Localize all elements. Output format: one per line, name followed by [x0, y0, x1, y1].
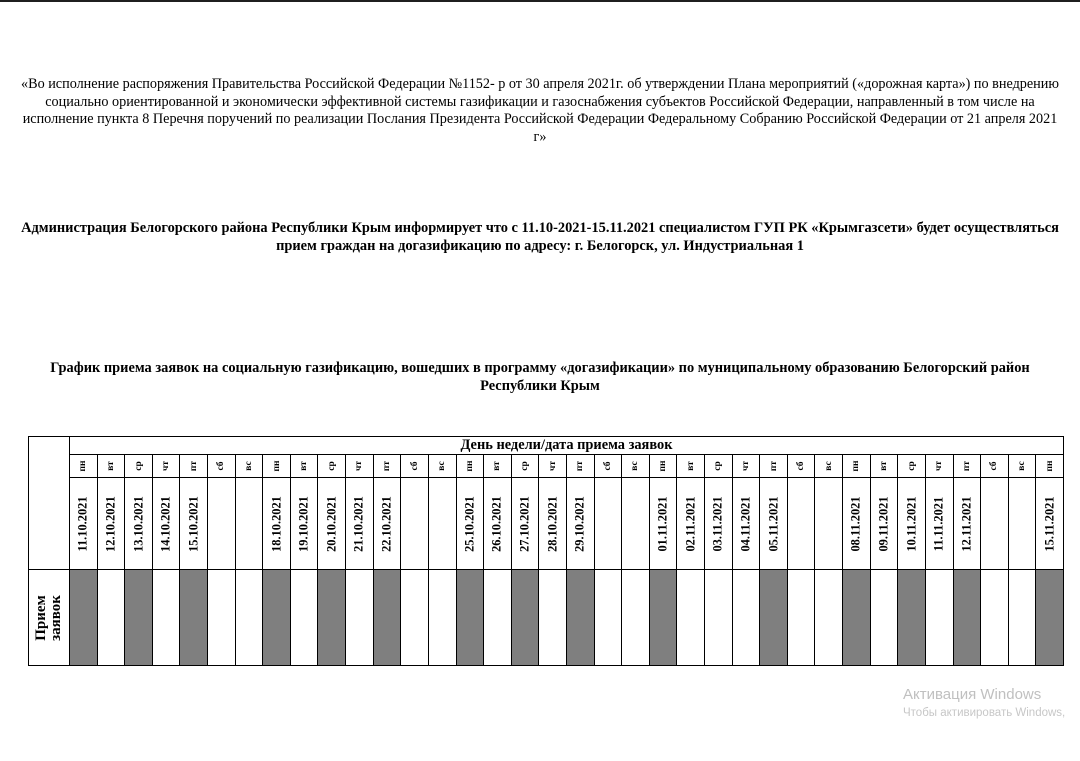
reception-cell-empty	[401, 570, 429, 666]
weekday-label: сб	[409, 461, 420, 471]
weekday-cell	[346, 455, 374, 478]
weekday-label: пн	[78, 460, 89, 472]
weekday-label: сб	[216, 461, 227, 471]
weekday-cell	[539, 455, 567, 478]
date-cell	[539, 478, 567, 570]
date-cell	[70, 478, 98, 570]
notice-paragraph: Администрация Белогорского района Республики Крым информирует что с 11.10-2021-15.11.2021 специалистом ГУП РК «Крымгазсети» будет осуществляться прием граждан на догазификацию по адресу: г. Белогорск, ул. Индустриальная 1	[21, 220, 1059, 254]
date-label: 28.10.2021	[545, 495, 560, 552]
date-label: 27.10.2021	[517, 495, 532, 552]
weekday-cell	[760, 455, 788, 478]
weekday-cell	[70, 455, 98, 478]
date-cell	[732, 478, 760, 570]
weekday-cell	[1036, 455, 1064, 478]
date-cell	[97, 478, 125, 570]
date-cell	[401, 478, 429, 570]
reception-cell-empty	[925, 570, 953, 666]
date-cell	[373, 478, 401, 570]
weekday-cell	[787, 455, 815, 478]
reception-cell-empty	[981, 570, 1009, 666]
weekday-label: чт	[740, 460, 751, 472]
schedule-title: График приема заявок на социальную газификацию, вошедших в программу «догазификации» по муниципальному образованию Белогорский район Республики Крым	[50, 360, 1030, 394]
date-label: 15.11.2021	[1042, 495, 1057, 552]
weekday-label: пт	[188, 460, 199, 472]
weekday-label: вт	[299, 461, 310, 471]
weekday-cell	[97, 455, 125, 478]
weekday-cell	[428, 455, 456, 478]
date-label: 18.10.2021	[269, 495, 284, 552]
date-label: 02.11.2021	[683, 495, 698, 552]
reception-cell-active	[843, 570, 871, 666]
weekday-label: вс	[243, 461, 254, 471]
date-cell	[677, 478, 705, 570]
date-label: 11.10.2021	[75, 495, 90, 552]
reception-cell-empty	[705, 570, 733, 666]
date-label: 25.10.2021	[462, 495, 477, 552]
reception-cell-active	[649, 570, 677, 666]
reception-cell-empty	[732, 570, 760, 666]
weekday-cell	[622, 455, 650, 478]
weekday-label: вт	[685, 461, 696, 471]
date-cell	[318, 478, 346, 570]
date-label: 12.10.2021	[103, 495, 118, 552]
date-label: 12.11.2021	[959, 495, 974, 552]
reception-cell-empty	[97, 570, 125, 666]
weekday-label: пт	[961, 460, 972, 472]
weekday-cell	[235, 455, 263, 478]
weekday-label: вс	[437, 461, 448, 471]
weekday-cell	[456, 455, 484, 478]
date-cell	[594, 478, 622, 570]
date-label: 15.10.2021	[186, 495, 201, 552]
date-cell	[705, 478, 733, 570]
date-cell	[622, 478, 650, 570]
date-cell	[1036, 478, 1064, 570]
weekday-cell	[152, 455, 180, 478]
weekday-cell	[981, 455, 1009, 478]
date-cell	[180, 478, 208, 570]
row-label: Прием заявок	[33, 594, 64, 641]
reception-cell-empty	[428, 570, 456, 666]
date-cell	[981, 478, 1009, 570]
reception-cell-active	[318, 570, 346, 666]
date-cell	[208, 478, 236, 570]
date-cell	[787, 478, 815, 570]
weekday-label: пн	[658, 460, 669, 472]
reception-cell-empty	[870, 570, 898, 666]
reception-cell-empty	[152, 570, 180, 666]
weekday-label: пт	[575, 460, 586, 472]
reception-cell-empty	[677, 570, 705, 666]
reception-cell-empty	[594, 570, 622, 666]
top-border-line	[0, 0, 1080, 2]
reception-cell-active	[373, 570, 401, 666]
weekday-cell	[208, 455, 236, 478]
date-label: 26.10.2021	[489, 495, 504, 552]
watermark-title: Активация Windows	[903, 686, 1042, 703]
weekday-cell	[594, 455, 622, 478]
weekday-label: вт	[492, 461, 503, 471]
date-cell	[346, 478, 374, 570]
weekday-cell	[401, 455, 429, 478]
weekday-label: вт	[878, 461, 889, 471]
weekday-label: вс	[823, 461, 834, 471]
windows-activation-watermark	[903, 686, 1065, 722]
date-cell	[953, 478, 981, 570]
date-cell	[125, 478, 153, 570]
reception-cell-empty	[622, 570, 650, 666]
reception-cell-active	[760, 570, 788, 666]
schedule-table	[28, 436, 1064, 666]
date-cell	[925, 478, 953, 570]
reception-cell-active	[511, 570, 539, 666]
weekday-cell	[318, 455, 346, 478]
reception-cell-active	[456, 570, 484, 666]
weekday-label: вт	[105, 461, 116, 471]
weekday-cell	[125, 455, 153, 478]
weekday-label: ср	[326, 461, 337, 471]
date-cell	[870, 478, 898, 570]
intro-paragraph: «Во исполнение распоряжения Правительства Российской Федерации №1152- р от 30 апреля 2021г. об утверждении Плана мероприятий («дорожная карта») по внедрению социально ориентированной и экономически эффективной системы газификации и газоснабжения субъектов Российской Федерации, направленный в том числе на исполнение пункта 8 Перечня поручений по реализации Послания Президента Российской Федерации Федеральному Собранию Российской Федерации от 21 апреля 2021 г»	[21, 76, 1059, 145]
date-cell	[815, 478, 843, 570]
weekday-cell	[953, 455, 981, 478]
date-cell	[898, 478, 926, 570]
weekday-row	[29, 455, 1064, 478]
weekday-cell	[1008, 455, 1036, 478]
weekday-cell	[898, 455, 926, 478]
weekday-label: чт	[161, 460, 172, 472]
date-cell	[456, 478, 484, 570]
weekday-label: пт	[768, 460, 779, 472]
weekday-cell	[566, 455, 594, 478]
date-label: 11.11.2021	[931, 496, 946, 551]
date-label: 14.10.2021	[158, 495, 173, 552]
reception-cell-empty	[235, 570, 263, 666]
weekday-cell	[843, 455, 871, 478]
weekday-label: ср	[133, 461, 144, 471]
date-row	[29, 478, 1064, 570]
date-cell	[760, 478, 788, 570]
reception-cell-active	[898, 570, 926, 666]
weekday-cell	[870, 455, 898, 478]
date-label: 08.11.2021	[848, 495, 863, 552]
date-label: 19.10.2021	[296, 495, 311, 552]
weekday-cell	[815, 455, 843, 478]
date-label: 01.11.2021	[655, 495, 670, 552]
weekday-label: пн	[271, 460, 282, 472]
reception-row	[29, 570, 1064, 666]
weekday-label: ср	[906, 461, 917, 471]
weekday-cell	[484, 455, 512, 478]
reception-cell-empty	[346, 570, 374, 666]
table-header: День недели/дата приема заявок	[70, 437, 1064, 455]
reception-cell-empty	[290, 570, 318, 666]
date-cell	[235, 478, 263, 570]
weekday-label: вс	[630, 461, 641, 471]
weekday-cell	[732, 455, 760, 478]
weekday-label: ср	[713, 461, 724, 471]
weekday-cell	[511, 455, 539, 478]
reception-cell-active	[263, 570, 291, 666]
table-header-row	[29, 437, 1064, 455]
date-label: 20.10.2021	[324, 495, 339, 552]
weekday-label: сб	[602, 461, 613, 471]
weekday-label: вс	[1017, 461, 1028, 471]
reception-cell-empty	[539, 570, 567, 666]
weekday-label: чт	[934, 460, 945, 472]
weekday-label: пн	[851, 460, 862, 472]
weekday-label: пн	[1044, 460, 1055, 472]
weekday-cell	[677, 455, 705, 478]
date-label: 09.11.2021	[876, 495, 891, 552]
reception-cell-active	[566, 570, 594, 666]
date-label: 21.10.2021	[351, 495, 366, 552]
weekday-label: сб	[796, 461, 807, 471]
date-cell	[649, 478, 677, 570]
reception-cell-empty	[484, 570, 512, 666]
table-corner-cell	[29, 437, 70, 570]
date-cell	[152, 478, 180, 570]
weekday-cell	[705, 455, 733, 478]
date-label: 05.11.2021	[766, 495, 781, 552]
date-cell	[843, 478, 871, 570]
weekday-label: пт	[382, 460, 392, 472]
weekday-label: ср	[520, 461, 531, 471]
weekday-label: пн	[464, 460, 475, 472]
reception-cell-empty	[1008, 570, 1036, 666]
date-cell	[484, 478, 512, 570]
date-cell	[428, 478, 456, 570]
reception-cell-empty	[787, 570, 815, 666]
date-label: 29.10.2021	[572, 495, 587, 552]
date-label: 13.10.2021	[131, 495, 146, 552]
date-cell	[1008, 478, 1036, 570]
weekday-cell	[649, 455, 677, 478]
weekday-label: чт	[547, 460, 558, 472]
weekday-cell	[180, 455, 208, 478]
reception-cell-active	[125, 570, 153, 666]
date-cell	[566, 478, 594, 570]
date-label: 03.11.2021	[710, 495, 725, 552]
date-label: 22.10.2021	[379, 495, 394, 552]
date-label: 04.11.2021	[738, 495, 753, 552]
weekday-cell	[925, 455, 953, 478]
reception-cell-empty	[815, 570, 843, 666]
reception-cell-active	[1036, 570, 1064, 666]
reception-cell-active	[953, 570, 981, 666]
weekday-cell	[373, 455, 401, 478]
weekday-cell	[290, 455, 318, 478]
weekday-label: сб	[989, 461, 1000, 471]
date-cell	[511, 478, 539, 570]
row-label-cell	[29, 570, 70, 666]
reception-cell-active	[180, 570, 208, 666]
weekday-label: чт	[354, 460, 365, 472]
watermark-subtitle: Чтобы активировать Windows,	[903, 707, 1066, 719]
weekday-cell	[263, 455, 291, 478]
reception-cell-empty	[208, 570, 236, 666]
date-label: 10.11.2021	[904, 495, 919, 552]
reception-cell-active	[70, 570, 98, 666]
date-cell	[290, 478, 318, 570]
date-cell	[263, 478, 291, 570]
